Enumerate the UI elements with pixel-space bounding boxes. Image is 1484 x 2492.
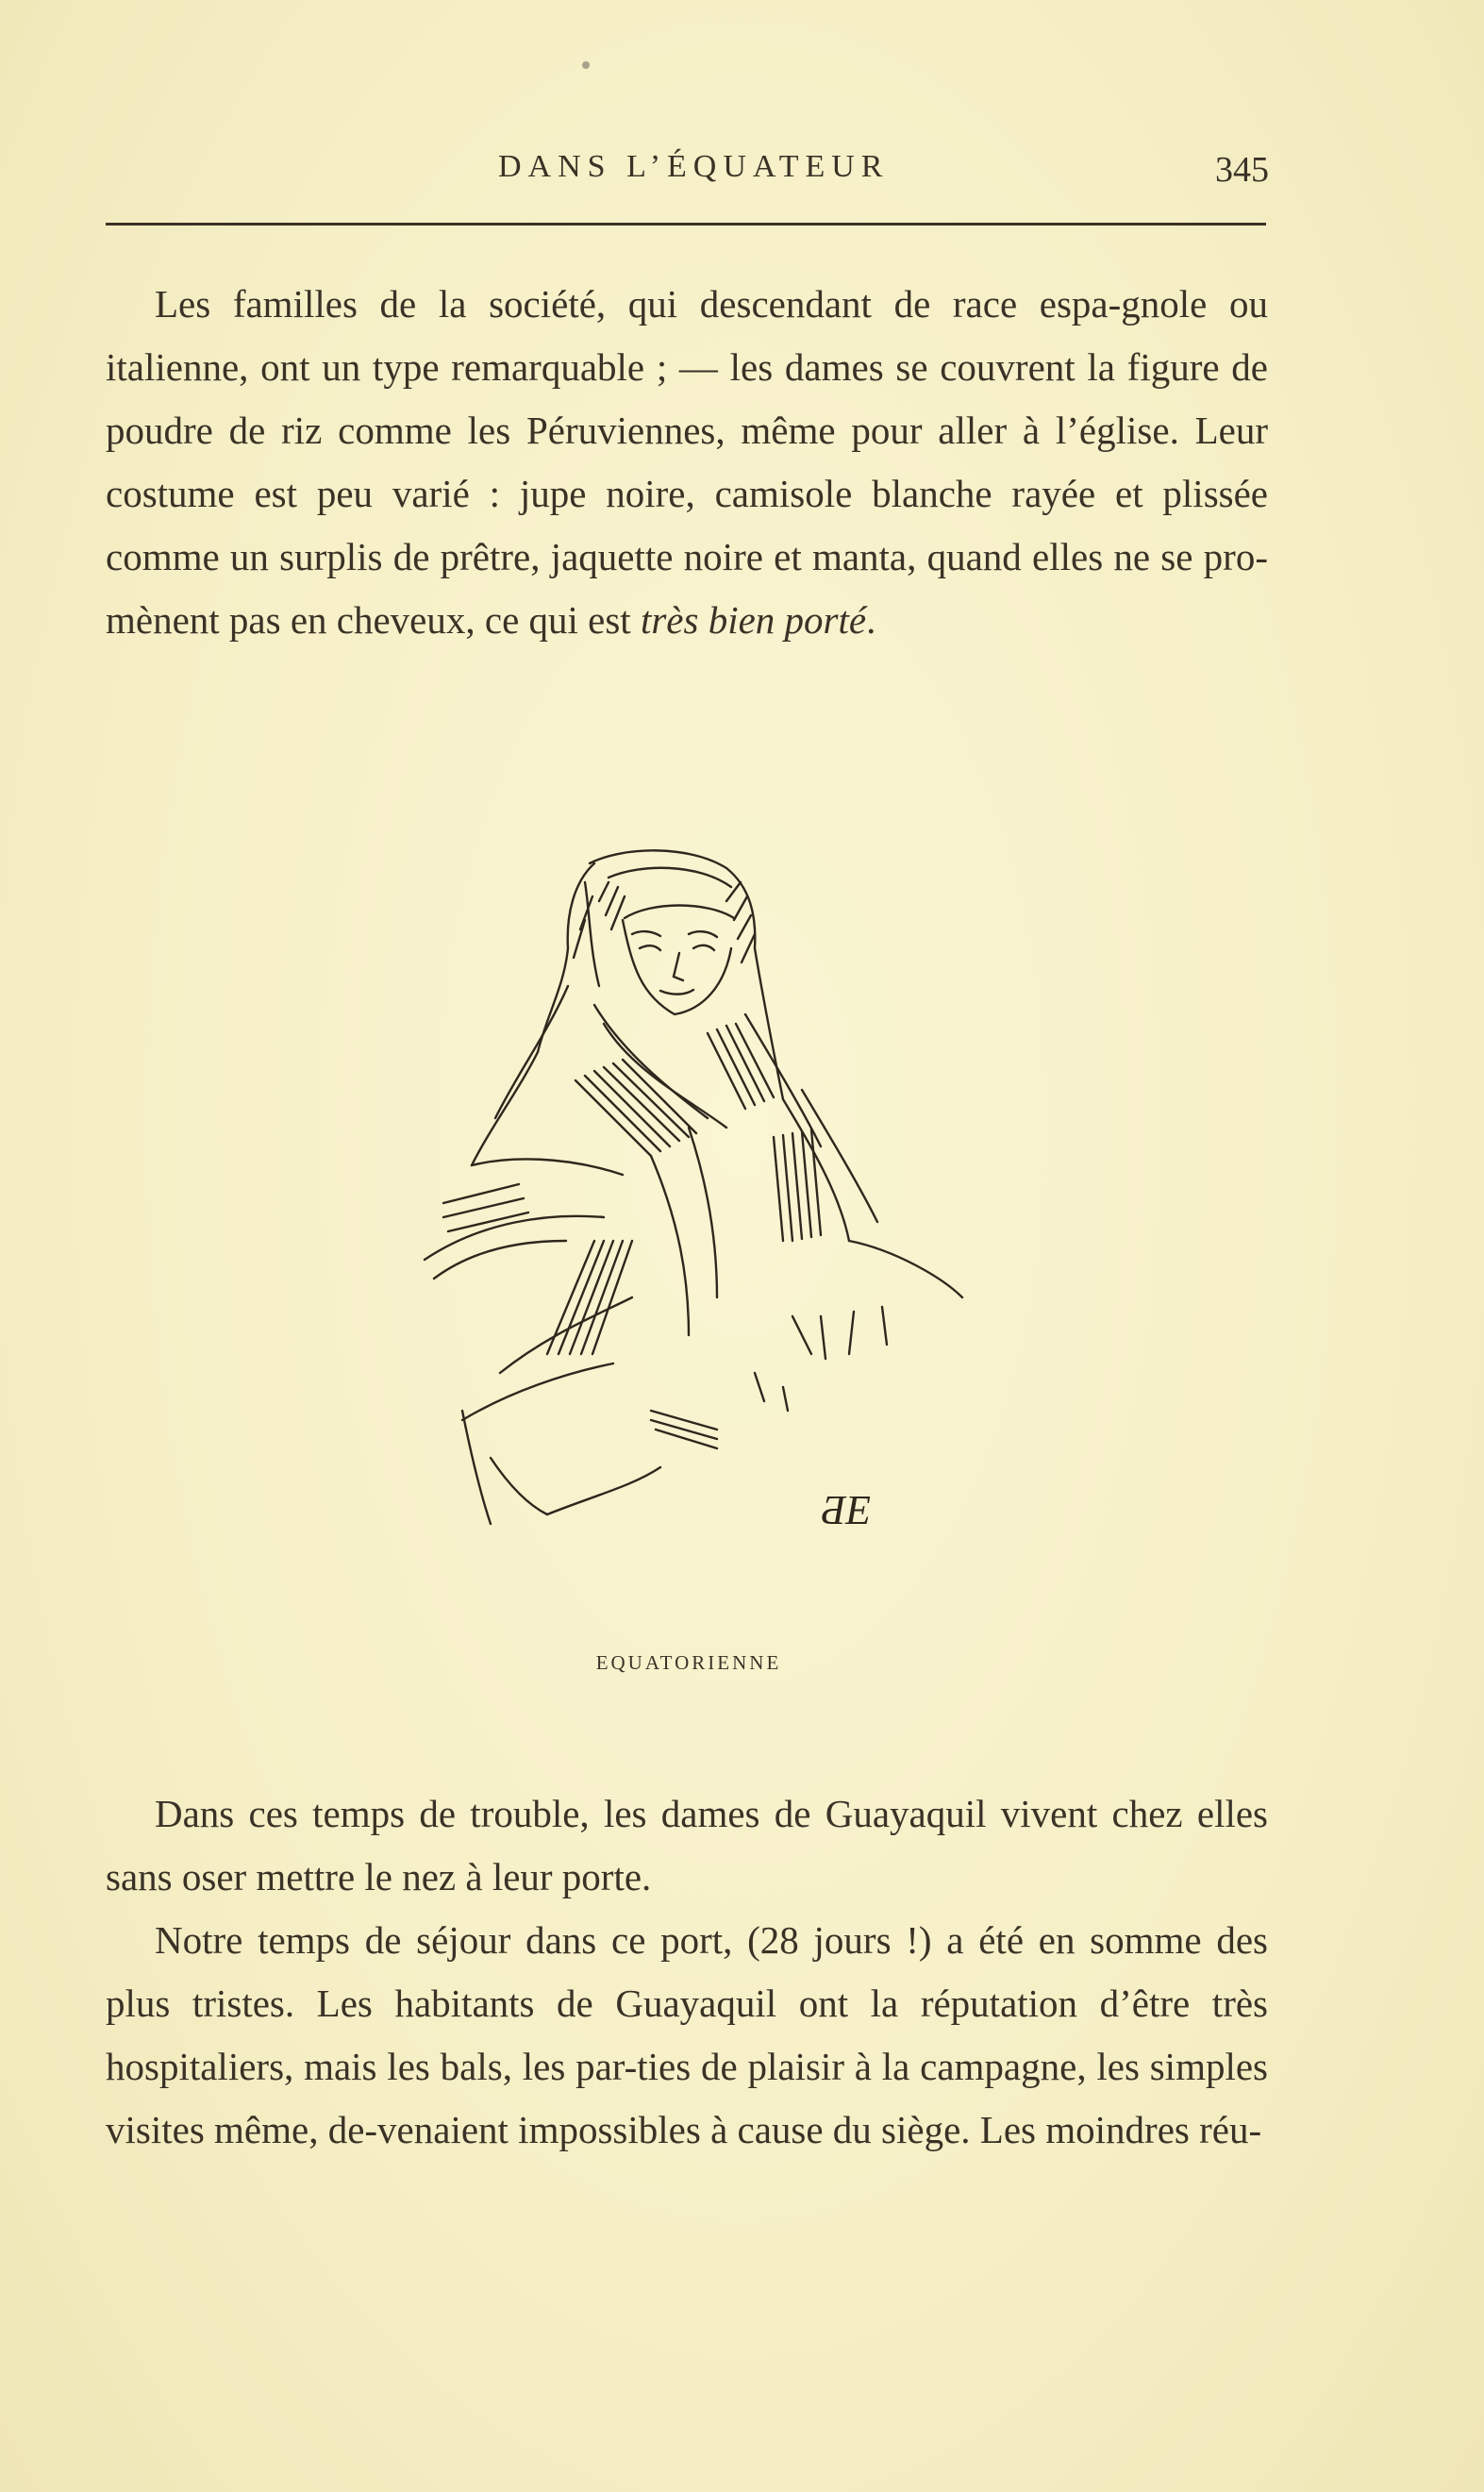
paragraph-1-italic: très bien porté [640, 598, 867, 642]
ink-speck [582, 61, 590, 69]
page-number: 345 [1215, 150, 1269, 190]
header-rule [106, 223, 1266, 226]
paragraph-2: Dans ces temps de trouble, les dames de Guayaquil vivent chez elles sans oser mettre le nez à leur porte. [106, 1792, 1268, 1898]
paragraph-1-text: Les familles de la société, qui descendant de race espa-gnole ou italienne, ont un type remarquable ; — les dames se couvrent la figure de poudre de riz comme les Péruviennes, même pour aller à l’église. Leur costume est peu varié : jupe noire, camisole blanche rayée et plissée comme un surplis de prêtre, jaquette noire et manta, quand elles ne se pro-mènent pas en cheveux, ce qui est [106, 282, 1268, 642]
woman-portrait-illustration [406, 845, 991, 1562]
paragraph-1 [106, 273, 1268, 652]
running-title: DANS L’ÉQUATEUR [498, 149, 890, 184]
paragraph-3: Notre temps de séjour dans ce port, (28 jours !) a été en somme des plus tristes. Les habitants de Guayaquil ont la réputation d’être très hospitaliers, mais les bals, les par-ties de plaisir à la campagne, les simples visites même, de-venaient impossibles à cause du siège. Les moindres réu- [106, 1918, 1268, 2151]
paragraph-1-end: . [866, 598, 876, 642]
figure-caption: EQUATORIENNE [595, 1651, 782, 1674]
artist-monogram: ƋE [821, 1487, 871, 1533]
